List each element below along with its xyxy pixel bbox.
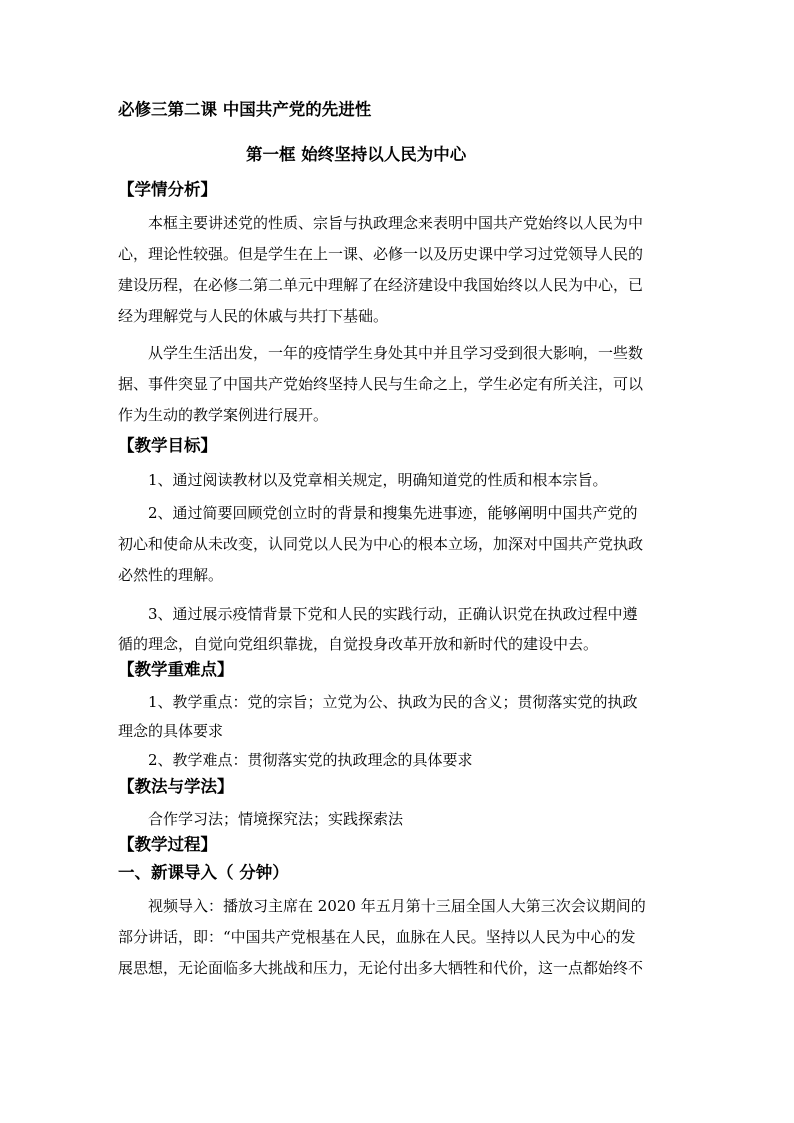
section-heading-zhongnandian: 【教学重难点】 bbox=[118, 660, 234, 679]
list-item-line: 2、教学难点：贯彻落实党的执政理念的具体要求 bbox=[148, 751, 473, 769]
section-heading-mubiao: 【教学目标】 bbox=[118, 436, 217, 455]
paragraph-line: 经为理解党与人民的休戚与共打下基础。 bbox=[118, 307, 389, 325]
document-title: 必修三第二课 中国共产党的先进性 bbox=[118, 100, 372, 119]
list-item-line: 必然性的理解。 bbox=[118, 566, 224, 584]
list-item-line: 循的理念，自觉向党组织靠拢，自觉投身改革开放和新时代的建设中去。 bbox=[118, 635, 599, 653]
paragraph-line: 心，理论性较强。但是学生在上一课、必修一以及历史课中学习过党领导人民的 bbox=[118, 245, 644, 263]
list-item-line: 理念的具体要求 bbox=[118, 722, 224, 740]
list-item-line: 1、通过阅读教材以及党章相关规定，明确知道党的性质和根本宗旨。 bbox=[148, 471, 608, 489]
paragraph-line: 据、事件突显了中国共产党始终坚持人民与生命之上，学生必定有所关注，可以 bbox=[118, 375, 644, 393]
list-item-line: 3、通过展示疫情背景下党和人民的实践行动，正确认识党在执政过程中遵 bbox=[148, 605, 638, 623]
section-heading-xueqing: 【学情分析】 bbox=[118, 180, 217, 199]
section-heading-guocheng: 【教学过程】 bbox=[118, 835, 217, 854]
paragraph-line: 本框主要讲述党的性质、宗旨与执政理念来表明中国共产党始终以人民为中 bbox=[148, 214, 644, 232]
paragraph-line: 展思想，无论面临多大挑战和压力，无论付出多大牺牲和代价，这一点都始终不 bbox=[118, 959, 644, 977]
paragraph-line: 建设历程，在必修二第二单元中理解了在经济建设中我国始终以人民为中心，已 bbox=[118, 276, 644, 294]
list-item-line: 初心和使命从未改变，认同党以人民为中心的根本立场，加深对中国共产党执政 bbox=[118, 535, 644, 553]
section-heading-jiaofa: 【教法与学法】 bbox=[118, 777, 234, 796]
list-item-line: 1、教学重点：党的宗旨；立党为公、执政为民的含义；贯彻落实党的执政 bbox=[148, 693, 638, 711]
paragraph-line: 部分讲话，即：“中国共产党根基在人民，血脉在人民。坚持以人民为中心的发 bbox=[118, 928, 636, 946]
paragraph-line: 作为生动的教学案例进行展开。 bbox=[118, 406, 329, 424]
list-item-line: 2、通过简要回顾党创立时的背景和搜集先进事迹，能够阐明中国共产党的 bbox=[148, 504, 638, 522]
document-subtitle: 第一框 始终坚持以人民为中心 bbox=[246, 145, 467, 164]
paragraph-line: 合作学习法；情境探究法；实践探索法 bbox=[148, 810, 404, 828]
paragraph-line: 从学生生活出发，一年的疫情学生身处其中并且学习受到很大影响，一些数 bbox=[148, 344, 644, 362]
paragraph-line: 视频导入：播放习主席在 2020 年五月第十三届全国人大第三次会议期间的 bbox=[148, 897, 646, 915]
subsection-heading: 一、新课导入（ 分钟） bbox=[118, 863, 289, 882]
